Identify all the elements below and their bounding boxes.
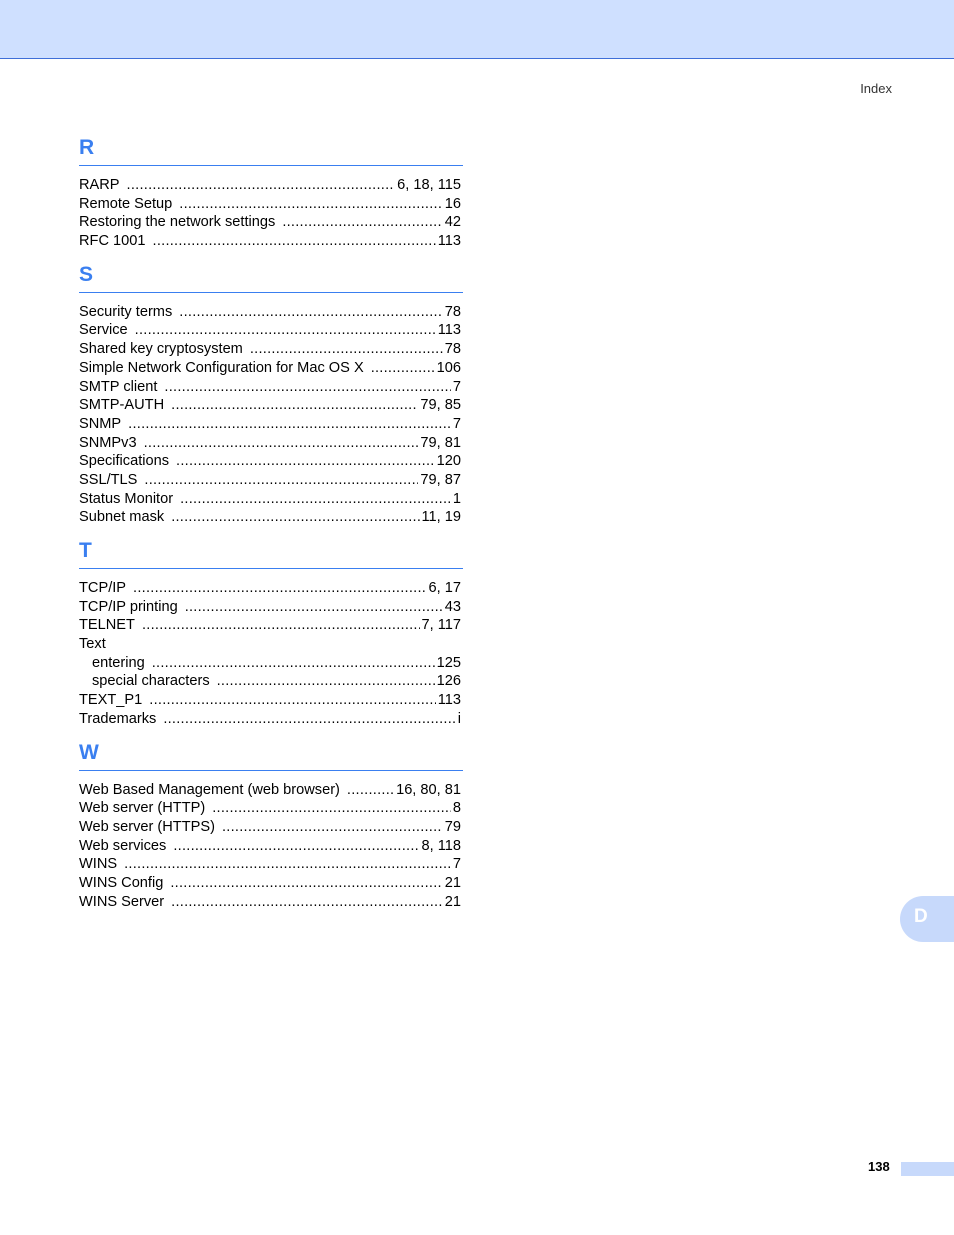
- index-page-refs[interactable]: 78: [444, 303, 461, 320]
- chapter-tab[interactable]: [900, 896, 954, 942]
- index-entry: [79, 434, 463, 453]
- index-term: Text: [79, 636, 106, 653]
- index-entry: [79, 781, 463, 800]
- index-term: Subnet mask: [79, 509, 165, 526]
- index-page-refs[interactable]: 6, 18, 115: [397, 177, 461, 193]
- page-number-bar: [901, 1162, 954, 1176]
- index-page-refs[interactable]: 7: [452, 415, 461, 432]
- index-page-refs[interactable]: 78: [444, 341, 461, 358]
- dot-leader: [164, 378, 450, 397]
- index-term: RARP: [79, 177, 120, 193]
- index-entry: [79, 635, 463, 654]
- dot-leader: [144, 434, 419, 453]
- index-section-w: [79, 739, 463, 912]
- dot-leader: [282, 213, 442, 232]
- index-page-refs[interactable]: 42: [444, 214, 461, 231]
- section-letter: S: [79, 262, 94, 286]
- dot-leader: [171, 893, 443, 912]
- index-term: TCP/IP: [79, 580, 127, 596]
- index-term: SMTP client: [79, 378, 158, 395]
- index-section-r: [79, 134, 463, 251]
- index-entry: [79, 508, 463, 527]
- index-page-refs[interactable]: 106: [436, 359, 461, 376]
- section-divider: [79, 292, 463, 293]
- index-term: Web services: [79, 837, 167, 854]
- index-entry: [79, 855, 463, 874]
- dot-leader: [170, 874, 442, 893]
- dot-leader: [153, 232, 436, 251]
- index-page-refs[interactable]: 79, 85: [420, 397, 461, 414]
- dot-leader: [163, 710, 455, 729]
- dot-leader: [176, 452, 435, 471]
- index-page-refs[interactable]: 21: [444, 893, 461, 910]
- index-page-refs[interactable]: 6, 17: [428, 580, 461, 596]
- index-term: TCP/IP printing: [79, 598, 178, 615]
- index-entry: [79, 837, 463, 856]
- index-term: Simple Network Configuration for Mac OS X: [79, 359, 364, 376]
- index-page-refs[interactable]: 21: [444, 874, 461, 891]
- index-page-refs[interactable]: 7: [452, 378, 461, 395]
- section-divider: [79, 165, 463, 166]
- index-term: TELNET: [79, 617, 135, 634]
- index-entry: [79, 893, 463, 912]
- index-term: Restoring the network settings: [79, 214, 276, 231]
- dot-leader: [135, 321, 436, 340]
- index-entry: [79, 232, 463, 251]
- dot-leader: [179, 195, 442, 214]
- page-number: 138: [868, 1159, 890, 1174]
- index-page-refs[interactable]: 11, 19: [421, 509, 461, 526]
- index-page-refs[interactable]: 1: [452, 490, 461, 507]
- index-term: SNMPv3: [79, 434, 137, 451]
- index-entry: [79, 213, 463, 232]
- index-entry: [79, 415, 463, 434]
- section-letter: T: [79, 539, 92, 562]
- index-page-refs[interactable]: 79, 81: [420, 434, 461, 451]
- index-entry: [79, 195, 463, 214]
- index-page-refs[interactable]: 125: [436, 654, 461, 671]
- index-term: WINS Config: [79, 874, 164, 891]
- index-term: special characters: [92, 673, 210, 690]
- index-section-s: [79, 261, 463, 527]
- dot-leader: [185, 598, 443, 617]
- index-page-refs[interactable]: 113: [437, 692, 461, 709]
- header-band: [0, 0, 954, 59]
- dot-leader: [144, 471, 418, 490]
- index-term: Security terms: [79, 303, 173, 320]
- index-term: Web Based Management (web browser): [79, 781, 340, 798]
- dot-leader: [152, 654, 435, 673]
- dot-leader: [149, 691, 435, 710]
- index-entry: [79, 691, 463, 710]
- index-page-refs[interactable]: 113: [437, 322, 461, 339]
- dot-leader: [127, 176, 396, 195]
- dot-leader: [179, 303, 443, 322]
- index-term: SSL/TLS: [79, 471, 138, 488]
- index-page-refs[interactable]: 7: [452, 856, 461, 873]
- index-term: WINS Server: [79, 893, 165, 910]
- index-column: [79, 134, 463, 921]
- index-term: entering: [92, 654, 145, 671]
- index-term: WINS: [79, 856, 118, 873]
- index-term: SNMP: [79, 415, 122, 432]
- index-term: Shared key cryptosystem: [79, 341, 243, 358]
- index-entry: [79, 176, 463, 195]
- dot-leader: [124, 855, 451, 874]
- header-section-label: Index: [860, 81, 892, 96]
- dot-leader: [171, 508, 419, 527]
- index-term: TEXT_P1: [79, 692, 143, 709]
- index-term: Service: [79, 322, 128, 339]
- index-entry: [79, 616, 463, 635]
- index-entry: [79, 710, 463, 729]
- dot-leader: [171, 396, 418, 415]
- dot-leader: [217, 672, 435, 691]
- index-entry: [79, 396, 463, 415]
- index-page-refs[interactable]: 113: [437, 233, 461, 250]
- index-term: Status Monitor: [79, 490, 174, 507]
- index-entry: [79, 340, 463, 359]
- index-entry: [79, 672, 463, 691]
- index-page-refs[interactable]: 79: [444, 818, 461, 835]
- dot-leader: [371, 359, 435, 378]
- index-page-refs[interactable]: 7, 117: [421, 617, 461, 634]
- index-page-refs[interactable]: 8, 118: [421, 837, 461, 854]
- index-page-refs[interactable]: 16, 80, 81: [396, 781, 461, 798]
- dot-leader: [250, 340, 443, 359]
- index-entry: [79, 378, 463, 397]
- index-page-refs[interactable]: 126: [436, 673, 461, 690]
- index-section-t: [79, 537, 463, 729]
- chapter-tab-label: D: [914, 906, 928, 927]
- index-page-refs[interactable]: 43: [444, 598, 461, 615]
- index-page-refs[interactable]: 120: [436, 453, 461, 470]
- section-letter: W: [79, 740, 99, 764]
- index-entry: [79, 321, 463, 340]
- index-term: Trademarks: [79, 710, 157, 727]
- dot-leader: [222, 818, 443, 837]
- index-entry: [79, 579, 463, 598]
- index-entry: [79, 874, 463, 893]
- index-entry: [79, 359, 463, 378]
- index-page-refs[interactable]: 16: [444, 195, 461, 212]
- section-letter: R: [79, 136, 95, 159]
- section-divider: [79, 770, 463, 771]
- dot-leader: [212, 799, 451, 818]
- index-entry: [79, 654, 463, 673]
- dot-leader: [142, 616, 420, 635]
- index-entry: [79, 818, 463, 837]
- dot-leader: [180, 490, 451, 509]
- index-entry: [79, 471, 463, 490]
- index-term: Specifications: [79, 453, 170, 470]
- index-term: RFC 1001: [79, 233, 146, 250]
- dot-leader: [133, 579, 427, 598]
- dot-leader: [128, 415, 451, 434]
- index-page-refs[interactable]: i: [457, 710, 461, 727]
- index-term: Web server (HTTPS): [79, 818, 215, 835]
- index-page-refs[interactable]: 79, 87: [420, 471, 461, 488]
- dot-leader: [173, 837, 419, 856]
- index-page-refs[interactable]: 8: [452, 800, 461, 817]
- index-entry: [79, 452, 463, 471]
- index-term: SMTP-AUTH: [79, 397, 165, 414]
- index-entry: [79, 303, 463, 322]
- index-entry: [79, 490, 463, 509]
- index-entry: [79, 799, 463, 818]
- index-entry: [79, 598, 463, 617]
- index-term: Web server (HTTP): [79, 800, 206, 817]
- index-term: Remote Setup: [79, 195, 173, 212]
- section-divider: [79, 568, 463, 569]
- dot-leader: [347, 781, 394, 800]
